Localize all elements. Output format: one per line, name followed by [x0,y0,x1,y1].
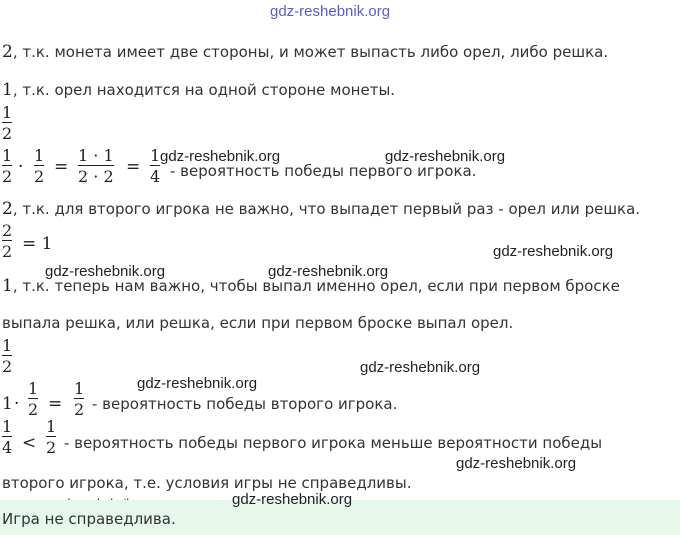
denominator: 4 [150,167,161,186]
denominator: 2 · 2 [78,167,114,186]
second-player-probability-text: - вероятность победы второго игрока. [92,395,398,413]
denominator: 2 [2,357,13,376]
text-line-5 [2,199,640,219]
fraction-bar [2,355,12,356]
fraction-b [74,380,84,418]
numerator: 1 [2,417,13,436]
fraction-a [2,418,12,456]
line-text: , т.к. монета имеет две стороны, и может выпасть либо орел, либо решка. [12,43,609,61]
numerator: 1 [74,379,85,398]
watermark: gdz-reshebnik.org [268,263,389,280]
comparison-text: - вероятность победы первого игрока меньше вероятности победы [64,434,603,452]
fraction-bar [46,436,56,437]
fraction-b [34,147,44,185]
watermark: gdz-reshebnik.org [137,375,258,392]
equals-sign: = [126,157,141,177]
multiply-sign: · [14,394,20,414]
denominator: 2 [28,400,39,419]
numerator: 1 [2,103,13,122]
equals-sign: = [54,157,69,177]
watermark: gdz-reshebnik.org [45,263,166,280]
text-line-8 [2,313,513,333]
less-than-sign: < [22,433,37,453]
text-line-2 [2,80,395,100]
numerator: 1 [34,146,45,165]
numerator: 1 · 1 [78,146,114,165]
fraction-bar [2,165,12,166]
denominator: 4 [2,438,13,457]
denominator: 2 [74,400,85,419]
fraction-bar [150,165,160,166]
multiply-sign: · [18,157,24,177]
numerator: 1 [150,146,161,165]
text-line-1 [2,42,608,62]
fraction-bar [34,165,44,166]
math-number: 1 [2,276,13,296]
numerator: 1 [2,146,13,165]
line-text: второго игрока, т.е. условия игры не справедливы. [2,474,412,492]
fraction-one-half [2,104,12,142]
watermark: gdz-reshebnik.org [385,148,506,165]
numerator: 1 [2,336,13,355]
watermark-top: gdz-reshebnik.org [270,3,391,20]
fraction-bar [74,398,84,399]
denominator: 2 [2,242,13,261]
text-line-7 [2,276,620,296]
watermark: gdz-reshebnik.org [493,243,614,260]
first-player-probability-text: - вероятность победы первого игрока. [170,162,477,180]
numerator: 1 [46,417,57,436]
math-number: 2 [2,199,13,219]
number-one: 1 [2,394,13,414]
line-text: , т.к. орел находится на одной стороне монеты. [12,81,396,99]
fraction-bar [2,122,12,123]
fraction-a [2,147,12,185]
text-line-12 [2,473,412,493]
line-text: выпала решка, или решка, если при первом броске выпал орел. [2,314,514,332]
watermark: gdz-reshebnik.org [360,359,481,376]
answer-text: Игра не справедлива. [2,510,176,528]
fraction-b [46,418,56,456]
fraction-bar [2,436,12,437]
denominator: 2 [2,167,13,186]
denominator: 2 [46,438,57,457]
fraction-bar [78,165,114,166]
fraction-bar [28,398,38,399]
numerator: 1 [28,379,39,398]
fraction-two-halves [2,222,12,260]
line-text: , т.к. для второго игрока не важно, что выпадет первый раз - орел или решка. [12,200,641,218]
math-number: 1 [2,80,13,100]
fraction-bar [2,240,12,241]
line-text: , т.к. теперь нам важно, чтобы выпал именно орел, если при первом броске [12,277,620,295]
watermark: gdz-reshebnik.org [232,491,353,508]
denominator: 2 [2,124,13,143]
denominator: 2 [34,167,45,186]
equals-sign: = [48,394,63,414]
fraction-c [78,147,114,185]
numerator: 2 [2,221,13,240]
fraction-one-half [2,337,12,375]
equals-one: = 1 [22,234,53,254]
watermark: gdz-reshebnik.org [160,148,281,165]
fraction-a [28,380,38,418]
watermark: gdz-reshebnik.org [456,455,577,472]
fraction-d [150,147,160,185]
math-number: 2 [2,42,13,62]
